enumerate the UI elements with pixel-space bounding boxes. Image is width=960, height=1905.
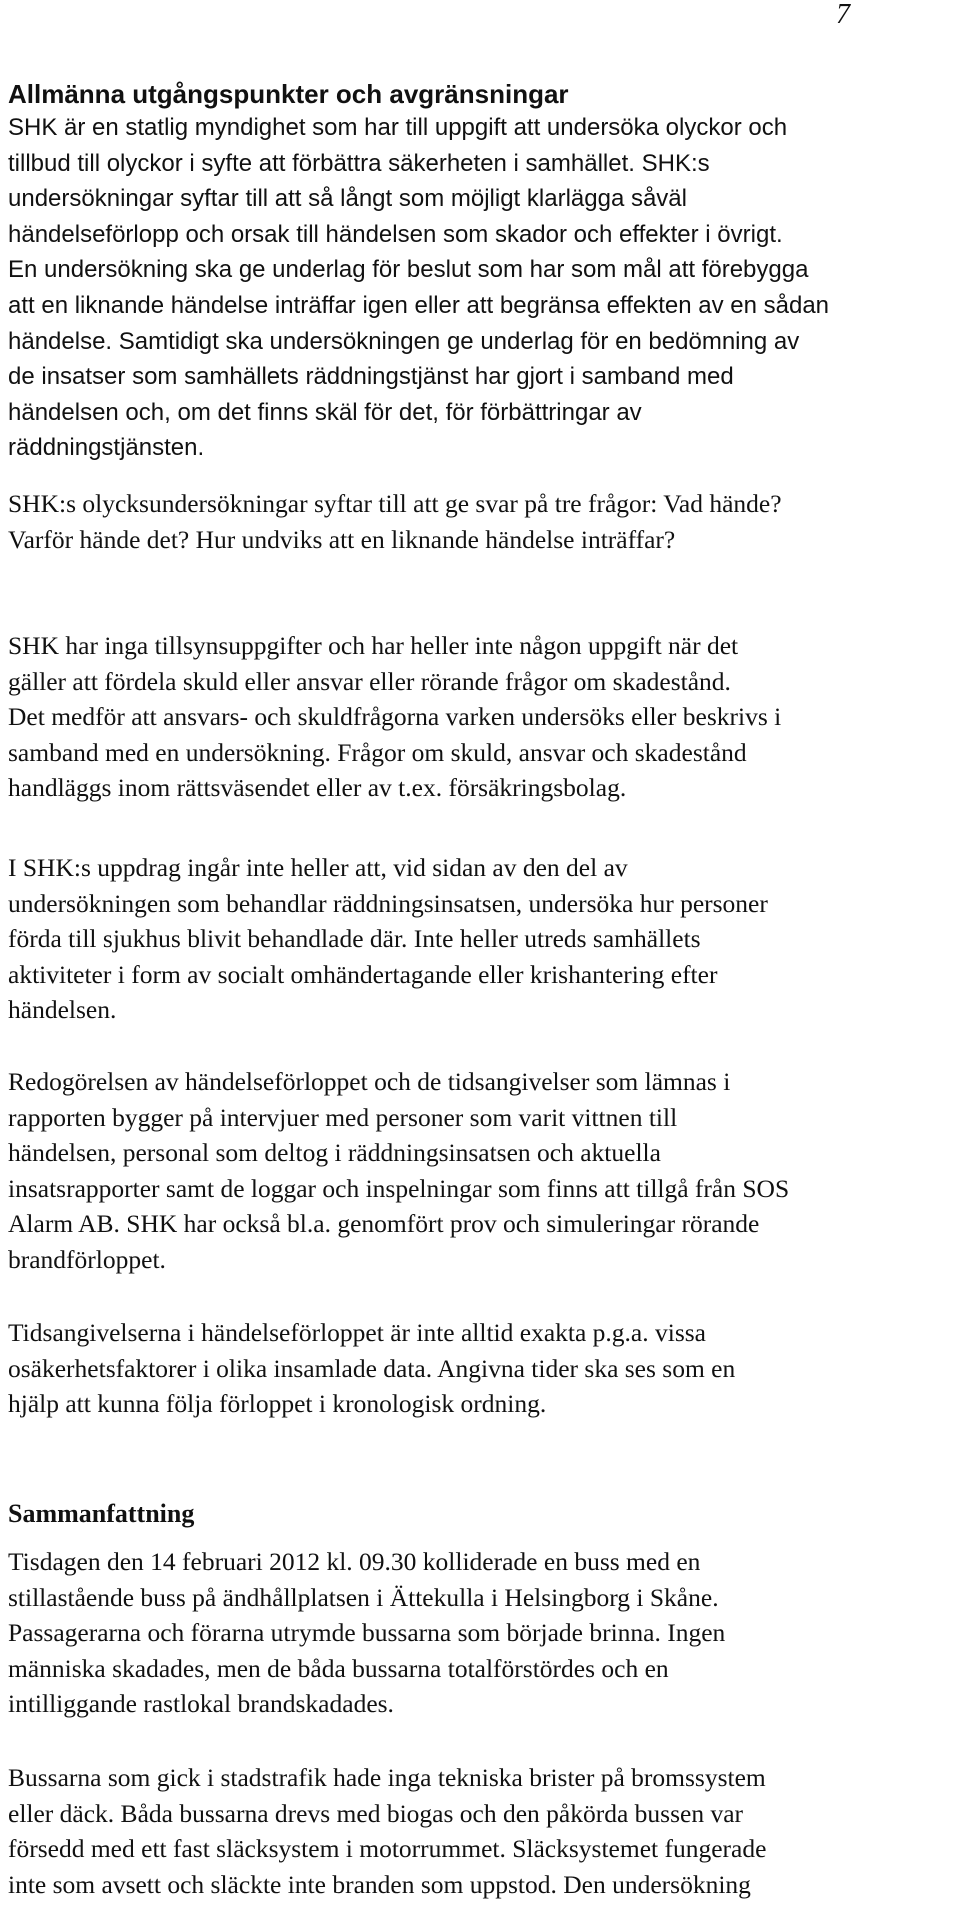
text-line: samband med en undersökning. Frågor om skuld, ansvar och skadestånd	[8, 737, 747, 767]
text-line: räddningstjänsten.	[8, 434, 205, 462]
paragraph-time-accuracy	[8, 1315, 735, 1422]
text-line: händelsen och, om det finns skäl för det, för förbättringar av	[8, 398, 642, 426]
text-line: förda till sjukhus blivit behandlade där. Inte heller utreds samhällets	[8, 924, 701, 954]
text-line: undersökningen som behandlar räddningsinsatsen, undersöka hur personer	[8, 888, 768, 918]
text-line: SHK är en statlig myndighet som har till uppgift att undersöka olyckor och	[8, 114, 788, 141]
paragraph-summary-event	[8, 1544, 725, 1722]
text-line: En undersökning ska ge underlag för beslut som har som mål att förebygga	[8, 256, 809, 284]
text-line: de insatser som samhällets räddningstjänst har gjort i samband med	[8, 363, 734, 391]
section-heading-allmanna: Allmänna utgångspunkter och avgränsningar	[8, 79, 569, 109]
paragraph-summary-buses	[8, 1760, 766, 1902]
text-line: insatsrapporter samt de loggar och inspelningar som finns att tillgå från SOS	[8, 1173, 790, 1203]
text-line: SHK har inga tillsynsuppgifter och har heller inte någon uppgift när det	[8, 631, 739, 660]
text-line: hjälp att kunna följa förloppet i kronologisk ordning.	[8, 1389, 547, 1419]
paragraph-shk-purpose	[8, 110, 829, 466]
section-heading-sammanfattning: Sammanfattning	[8, 1499, 195, 1528]
text-line: händelse. Samtidigt ska undersökningen ge underlag för en bedömning av	[8, 327, 800, 355]
text-line: brandförloppet.	[8, 1244, 166, 1274]
text-line: handläggs inom rättsväsendet eller av t.ex. försäkringsbolag.	[8, 773, 627, 803]
text-line: SHK:s olycksundersökningar syftar till att ge svar på tre frågor: Vad hände?	[8, 489, 782, 518]
page-number: 7	[836, 0, 850, 30]
text-line: Varför hände det? Hur undviks att en liknande händelse inträffar?	[8, 524, 676, 554]
text-line: försedd med ett fast släcksystem i motorrummet. Släcksystemet fungerade	[8, 1834, 767, 1864]
text-line: tillbud till olyckor i syfte att förbättra säkerheten i samhället. SHK:s	[8, 149, 710, 177]
text-line: Tidsangivelserna i händelseförloppet är inte alltid exakta p.g.a. vissa	[8, 1318, 707, 1347]
text-line: aktiviteter i form av socialt omhändertagande eller krishantering efter	[8, 959, 718, 989]
paragraph-mandate-scope	[8, 850, 768, 1028]
paragraph-three-questions	[8, 486, 782, 557]
text-line: att en liknande händelse inträffar igen eller att begränsa effekten av en sådan	[8, 291, 830, 319]
text-line: undersökningar syftar till att så långt som möjligt klarlägga såväl	[8, 185, 687, 213]
text-line: Redogörelsen av händelseförloppet och de tidsangivelser som lämnas i	[8, 1067, 731, 1096]
text-line: Alarm AB. SHK har också bl.a. genomfört prov och simuleringar rörande	[8, 1209, 760, 1239]
text-line: osäkerhetsfaktorer i olika insamlade data. Angivna tider ska ses som en	[8, 1353, 736, 1383]
text-line: händelsen, personal som deltog i räddningsinsatsen och aktuella	[8, 1138, 661, 1168]
paragraph-sources	[8, 1064, 789, 1278]
text-line: Det medför att ansvars- och skuldfrågorna varken undersöks eller beskrivs i	[8, 702, 782, 732]
text-line: Bussarna som gick i stadstrafik hade inga tekniska brister på bromssystem	[8, 1763, 766, 1792]
text-line: gäller att fördela skuld eller ansvar eller rörande frågor om skadestånd.	[8, 666, 731, 696]
text-line: Passagerarna och förarna utrymde bussarna som började brinna. Ingen	[8, 1618, 726, 1648]
text-line: händelseförlopp och orsak till händelsen som skador och effekter i övrigt.	[8, 220, 783, 248]
paragraph-no-supervision	[8, 628, 781, 806]
text-line: människa skadades, men de båda bussarna totalförstördes och en	[8, 1653, 669, 1683]
text-line: intilliggande rastlokal brandskadades.	[8, 1689, 394, 1719]
text-line: Tisdagen den 14 februari 2012 kl. 09.30 kolliderade en buss med en	[8, 1547, 701, 1576]
text-line: I SHK:s uppdrag ingår inte heller att, vid sidan av den del av	[8, 853, 628, 882]
text-line: eller däck. Båda bussarna drevs med biogas och den påkörda bussen var	[8, 1798, 744, 1828]
text-line: rapporten bygger på intervjuer med personer som varit vittnen till	[8, 1102, 678, 1132]
text-line: händelsen.	[8, 995, 117, 1025]
text-line: stillastående buss på ändhållplatsen i Ättekulla i Helsingborg i Skåne.	[8, 1582, 719, 1612]
text-line: inte som avsett och släckte inte branden som uppstod. Den undersökning	[8, 1869, 751, 1899]
